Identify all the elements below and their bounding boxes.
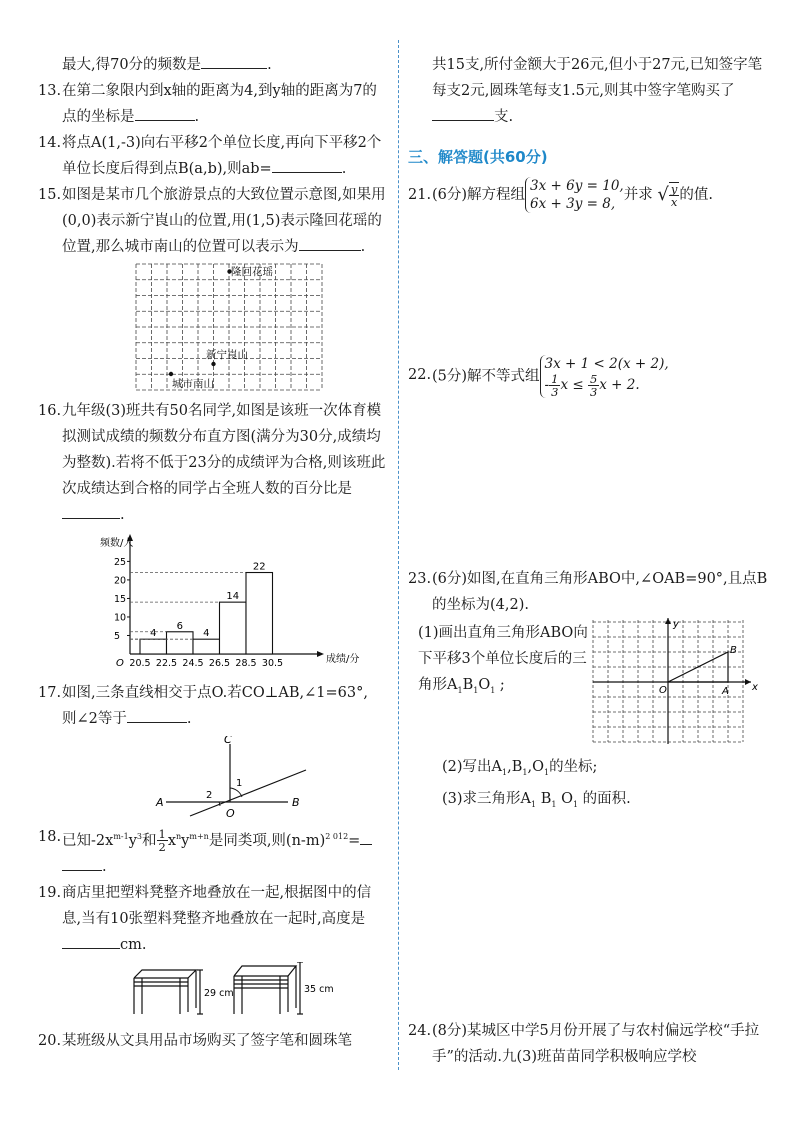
- question-17: 17. 如图,三条直线相交于点O.若CO⊥AB,∠1=63°, 则∠2等于 .: [38, 685, 368, 727]
- intersecting-lines-figure: [38, 736, 390, 822]
- q23-subquestion-2: (2)写出$A_1,B_1,O_1$的坐标;: [442, 759, 598, 777]
- bar-value-label: 4: [203, 628, 210, 640]
- label-nanshan: 城市南山: [172, 378, 214, 390]
- label-angle-1: 1: [236, 778, 243, 789]
- x-tick-label: 20.5: [129, 658, 151, 669]
- y-tick-label: 10: [114, 612, 127, 624]
- label-angle-2: 2: [206, 790, 213, 801]
- origin-label: O: [116, 658, 124, 669]
- x-tick-label: 22.5: [155, 658, 178, 669]
- x-tick-label: 28.5: [235, 658, 257, 669]
- bar-value-label: 14: [226, 591, 240, 603]
- axis-label-y: y: [673, 619, 679, 630]
- height-label-two-stools: 29 cm: [204, 987, 234, 999]
- x-tick-label: 24.5: [182, 658, 204, 669]
- scenic-spot-grid-figure: [38, 262, 390, 394]
- x-tick-label: 26.5: [208, 658, 231, 669]
- height-label-three-stools: 35 cm: [304, 983, 334, 995]
- point-nanshan: [169, 372, 173, 376]
- right-column: [408, 52, 768, 1070]
- label-o: O: [226, 807, 235, 820]
- label-a: A: [156, 796, 164, 809]
- question-13: 13. 在第二象限内到x轴的距离为4,到y轴的距离为7的点的坐标是 .: [38, 83, 377, 125]
- x-tick-label: 30.5: [261, 658, 284, 669]
- question-16: 16. 九年级(3)班共有50名同学,如图是该班一次体育模拟测试成绩的频数分布直方图(满分为30分,成绩均为整数).若将不低于23分的成绩评为合格,则该班此次成绩达到合格的同学占全班人数的百分比是.: [38, 403, 386, 523]
- label-xinning: 新宁崀山: [206, 349, 248, 361]
- coordinate-grid-figure: [591, 618, 761, 746]
- x-axis-label: 成绩/分: [326, 654, 360, 665]
- q20-continuation: 共15支,所付金额大于26元,但小于27元,已知签字笔每支2元,圆珠笔每支1.5元,则其中签字笔购买了支.: [432, 57, 763, 125]
- label-c: C: [224, 736, 232, 746]
- label-point-a: A: [722, 686, 729, 697]
- question-22: 22. (5分)解不等式组3x + 1 < 2(x + 2), - $\frac{1}{3}$ x ≤ $\frac{5}{3}$ x + 2.: [408, 356, 669, 399]
- label-b: B: [292, 796, 300, 809]
- question-21: 21. (6分)解方程组3x + 6y = 10, 6x + 3y = 8,并求 √ $\frac{y}{x}$ 的值.: [408, 178, 713, 212]
- q23-subquestions: (1)画出直角三角形ABO向下平移3个单位长度后的三角形$A_1B_1O_1$ ;: [418, 625, 588, 695]
- histogram-bar: [246, 573, 273, 654]
- label-origin: O: [659, 685, 667, 696]
- q12-continuation: 最大,得70分的频数是 .: [38, 52, 390, 78]
- y-tick-label: 5: [114, 630, 121, 642]
- histogram-chart: [38, 532, 390, 680]
- question-18: 18. 已知$-2x^{m-1}y^3$和 $\frac{1}{2}$ $x^ny^{m+n}$是同类项,则$(n-m)^{2 012}=$ .: [38, 824, 390, 880]
- point-xinning: [211, 362, 215, 366]
- bar-value-label: 4: [150, 628, 157, 640]
- x-axis-arrow: [317, 651, 324, 657]
- histogram-bar: [193, 639, 220, 654]
- y-axis-label: 频数/人: [100, 538, 134, 549]
- stacked-stools-figure: [38, 962, 390, 1028]
- question-15: 15. 如图是某市几个旅游景点的大致位置示意图,如果用(0,0)表示新宁崀山的位置,用(1,5)表示隆回花瑶的位置,那么城市南山的位置可以表示为 .: [38, 187, 386, 255]
- axis-label-x: x: [752, 682, 758, 693]
- label-longhui: 隆回花瑶: [231, 266, 273, 278]
- bar-value-label: 22: [252, 561, 266, 573]
- left-column: [38, 52, 390, 1054]
- histogram-bar: [140, 639, 167, 654]
- column-divider: [398, 40, 399, 1070]
- bar-value-label: 6: [176, 620, 183, 632]
- q23-subquestion-3: (3)求三角形$A_1$ $B_1$ $O_1$ 的面积.: [442, 790, 631, 809]
- y-tick-label: 25: [114, 556, 127, 568]
- y-tick-label: 15: [114, 593, 127, 605]
- question-14: 14. 将点A(1,-3)向右平移2个单位长度,再向下平移2个单位长度后得到点B(a,b),则ab= .: [38, 135, 382, 177]
- question-23: 23. (6分)如图,在直角三角形ABO中,∠OAB=90°,且点B的坐标为(4,2).: [408, 571, 768, 613]
- label-point-b: B: [730, 645, 737, 656]
- question-19: 19. 商店里把塑料凳整齐地叠放在一起,根据图中的信息,当有10张塑料凳整齐地叠放在一起时,高度是cm.: [38, 884, 372, 953]
- histogram-bar: [167, 632, 194, 654]
- question-20: 20. 某班级从文具用品市场购买了签字笔和圆珠笔: [38, 1032, 352, 1049]
- y-tick-label: 20: [114, 575, 127, 587]
- question-24: 24. (8分)某城区中学5月份开展了与农村偏远学校“手拉手”的活动.九(3)班苗苗同学积极响应学校: [408, 1022, 760, 1065]
- q23-body: [408, 618, 768, 754]
- histogram-bar: [220, 602, 247, 654]
- section-heading-answers: 三、解答题(共60分): [408, 148, 548, 166]
